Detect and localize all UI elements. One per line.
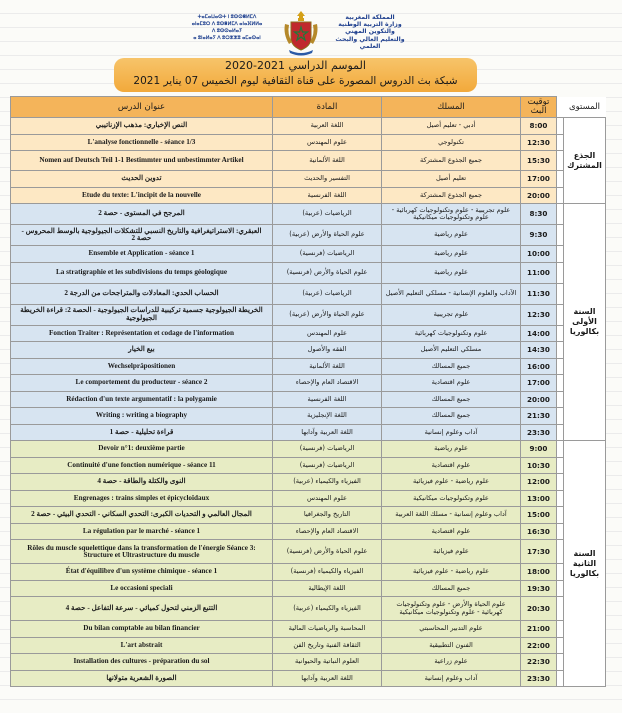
table-row xyxy=(11,246,606,263)
row-spacer xyxy=(557,408,564,425)
broadcast-time: 15:30 xyxy=(521,151,557,171)
table-row xyxy=(11,118,606,135)
subject-name: علوم الحياة والأرض (فرنسية) xyxy=(273,540,382,564)
table-row xyxy=(11,262,606,283)
table-row xyxy=(11,597,606,621)
track-name: علوم فيزيائية xyxy=(382,540,521,564)
table-row xyxy=(11,441,606,458)
subject-name: التفسير والحديث xyxy=(273,171,382,188)
lesson-title: Etude du texte: L'incipit de la nouvelle xyxy=(11,187,273,204)
lesson-title: Le occasioni speciali xyxy=(11,580,273,597)
broadcast-time: 15:00 xyxy=(521,507,557,524)
lesson-title: التتبع الزمني لتحول كميائي - سرعة التفاعل - حصة 4 xyxy=(11,597,273,621)
broadcast-time: 22:30 xyxy=(521,654,557,671)
broadcast-time: 12:30 xyxy=(521,134,557,151)
subject-name: اللغة العربية وآدابها xyxy=(273,670,382,687)
table-row xyxy=(11,637,606,654)
track-name: جميع الجذوع المشتركة xyxy=(382,187,521,204)
track-name: علوم وتكنولوجيات كهربائية xyxy=(382,325,521,342)
kingdom-emblem-icon xyxy=(279,8,323,58)
table-row xyxy=(11,507,606,524)
track-name: علوم رياضية xyxy=(382,246,521,263)
track-name: علوم الحياة والأرض - علوم وتكنولوجيات كهربائية - علوم وتكنولوجيات ميكانيكية xyxy=(382,597,521,621)
track-name: علوم اقتصادية xyxy=(382,375,521,392)
subject-name: علوم المهندس xyxy=(273,134,382,151)
table-row xyxy=(11,204,606,225)
track-name: علوم رياضية - علوم فيزيائية xyxy=(382,564,521,581)
broadcast-time: 11:00 xyxy=(521,262,557,283)
row-spacer xyxy=(557,225,564,246)
track-name: علوم رياضية xyxy=(382,225,521,246)
subject-name: علوم الحياة والأرض (فرنسية) xyxy=(273,262,382,283)
track-name: علوم التدبير المحاسبتي xyxy=(382,621,521,638)
row-spacer xyxy=(557,283,564,304)
track-name: آداب وعلوم إنسانية - مسلك اللغة العربية xyxy=(382,507,521,524)
row-spacer xyxy=(557,358,564,375)
table-row xyxy=(11,304,606,325)
row-spacer xyxy=(557,304,564,325)
row-spacer xyxy=(557,262,564,283)
track-name: علوم رياضية xyxy=(382,441,521,458)
broadcast-time: 10:30 xyxy=(521,457,557,474)
lesson-title: بيع الخيار xyxy=(11,342,273,359)
row-spacer xyxy=(557,507,564,524)
table-row xyxy=(11,474,606,491)
lesson-title: La régulation par le marché - séance 1 xyxy=(11,523,273,540)
broadcast-time: 17:30 xyxy=(521,540,557,564)
track-name: علوم تجريبية - علوم وتكنولوجيات كهربائية - علوم وتكنولوجيات ميكانيكية xyxy=(382,204,521,225)
track-name: علوم اقتصادية xyxy=(382,523,521,540)
subject-name: المحاسبة والرياضيات المالية xyxy=(273,621,382,638)
track-name: علوم تجريبية xyxy=(382,304,521,325)
track-name: علوم رياضية - علوم فيزيائية xyxy=(382,474,521,491)
track-name: جميع المسالك xyxy=(382,358,521,375)
row-spacer xyxy=(557,457,564,474)
broadcast-time: 14:00 xyxy=(521,325,557,342)
table-row xyxy=(11,171,606,188)
subject-name: علوم الحياة والأرض (عربية) xyxy=(273,225,382,246)
lesson-title: L'art abstrait xyxy=(11,637,273,654)
table-row xyxy=(11,187,606,204)
level-common-core: الجذع المشترك xyxy=(564,118,606,204)
lesson-title: العبقري: الاستراتيغرافية والتاريخ النسبي للتشكلات الجيولوجية بالوسط المحروس - حصة 2 xyxy=(11,225,273,246)
subject-name: اللغة العربية وآدابها xyxy=(273,424,382,441)
broadcast-time: 20:00 xyxy=(521,391,557,408)
track-name: علوم رياضية xyxy=(382,262,521,283)
lesson-title: La stratigraphie et les subdivisions du temps géologique xyxy=(11,262,273,283)
broadcast-schedule-subtitle: شبكة بث الدروس المصورة على قناة الثقافية ليوم الخميس 07 يناير 2021 xyxy=(133,75,458,87)
table-row xyxy=(11,375,606,392)
row-spacer xyxy=(557,171,564,188)
lesson-title: Continuité d'une fonction numérique - séance 11 xyxy=(11,457,273,474)
lesson-title: تدوين الحديث xyxy=(11,171,273,188)
row-spacer xyxy=(557,325,564,342)
broadcast-time: 19:30 xyxy=(521,580,557,597)
subject-name: الفيزياء والكيمياء (عربية) xyxy=(273,474,382,491)
subject-name: الرياضيات (فرنسية) xyxy=(273,441,382,458)
row-spacer xyxy=(557,342,564,359)
track-name: جميع المسالك xyxy=(382,408,521,425)
table-row xyxy=(11,670,606,687)
lesson-title: État d'équilibre d'un système chimique - séance 1 xyxy=(11,564,273,581)
level-first-year-bac: السنة الأولى بكالوريا xyxy=(564,204,606,441)
broadcast-schedule-table xyxy=(10,96,606,687)
table-row xyxy=(11,134,606,151)
track-name: آداب وعلوم إنسانية xyxy=(382,424,521,441)
row-spacer xyxy=(557,580,564,597)
table-row xyxy=(11,580,606,597)
document-header xyxy=(0,0,596,58)
track-name: الفنون التطبيقية xyxy=(382,637,521,654)
column-spacer xyxy=(557,97,564,118)
broadcast-time: 8:00 xyxy=(521,118,557,135)
ministry-name-arabic: المملكة المغربية وزارة التربية الوطنية والتكوين المهني والتعليم العالي والبحث العلمي xyxy=(335,14,405,50)
track-name: جميع المسالك xyxy=(382,391,521,408)
subject-name: الفيزياء والكيمياء (عربية) xyxy=(273,597,382,621)
lesson-title: Rôles du muscle squelettique dans la transformation de l'énergie Séance 3: Structure et Ultrastructure du muscle xyxy=(11,540,273,564)
column-header-level: المستوى xyxy=(564,97,606,118)
table-row xyxy=(11,457,606,474)
row-spacer xyxy=(557,204,564,225)
row-spacer xyxy=(557,187,564,204)
table-row xyxy=(11,358,606,375)
track-name: تعليم أصيل xyxy=(382,171,521,188)
subject-name: علوم المهندس xyxy=(273,490,382,507)
broadcast-time: 17:00 xyxy=(521,171,557,188)
table-row xyxy=(11,654,606,671)
subject-name: الاقتصاد العام والإحصاء xyxy=(273,375,382,392)
row-spacer xyxy=(557,118,564,135)
row-spacer xyxy=(557,151,564,171)
broadcast-time: 12:30 xyxy=(521,304,557,325)
lesson-title: Engrenages : trains simples et épicycloïdaux xyxy=(11,490,273,507)
broadcast-time: 16:30 xyxy=(521,523,557,540)
table-header-row xyxy=(11,97,606,118)
broadcast-time: 8:30 xyxy=(521,204,557,225)
subject-name: اللغة الإيطالية xyxy=(273,580,382,597)
row-spacer xyxy=(557,490,564,507)
lesson-title: الخريطة الجيولوجية جسمية تركيبية للدراسات الجيولوجية - الحصة 2: قراءة الخريطة الجيولوجية xyxy=(11,304,273,325)
column-header-time: توقيت البث xyxy=(521,97,557,118)
track-name: علوم اقتصادية xyxy=(382,457,521,474)
subject-name: الثقافة الفنية وتاريخ الفن xyxy=(273,637,382,654)
column-header-subject: المادة xyxy=(273,97,382,118)
lesson-title: النص الإخباري: مذهب الإزناتيبي xyxy=(11,118,273,135)
table-row xyxy=(11,621,606,638)
subject-name: الرياضيات (عربية) xyxy=(273,283,382,304)
lesson-title: Du bilan comptable au bilan financier xyxy=(11,621,273,638)
lesson-title: L'analyse fonctionnelle - séance 1/3 xyxy=(11,134,273,151)
table-row xyxy=(11,424,606,441)
broadcast-time: 18:00 xyxy=(521,564,557,581)
lesson-title: المرجح في المستوى - حصة 2 xyxy=(11,204,273,225)
subject-name: التاريخ والجغرافيا xyxy=(273,507,382,524)
track-name: الآداب والعلوم الإنسانية - مسلكي التعليم الأصيل xyxy=(382,283,521,304)
row-spacer xyxy=(557,474,564,491)
broadcast-time: 23:30 xyxy=(521,670,557,687)
lesson-title: قراءة تحليلية - حصة 1 xyxy=(11,424,273,441)
subject-name: الفيزياء والكيمياء (فرنسية) xyxy=(273,564,382,581)
subject-name: اللغة الألمانية xyxy=(273,151,382,171)
row-spacer xyxy=(557,637,564,654)
row-spacer xyxy=(557,540,564,564)
subject-name: علوم المهندس xyxy=(273,325,382,342)
subject-name: علوم الحياة والأرض (عربية) xyxy=(273,304,382,325)
table-row xyxy=(11,564,606,581)
track-name: أدبي - تعليم أصيل xyxy=(382,118,521,135)
lesson-title: الحساب الحدي: المعادلات والمتراجحات من الدرجة 2 xyxy=(11,283,273,304)
lesson-title: الصورة الشعرية متولانها xyxy=(11,670,273,687)
broadcast-time: 21:30 xyxy=(521,408,557,425)
column-header-track: المسلك xyxy=(382,97,521,118)
broadcast-time: 20:00 xyxy=(521,187,557,204)
broadcast-time: 9:00 xyxy=(521,441,557,458)
row-spacer xyxy=(557,391,564,408)
row-spacer xyxy=(557,441,564,458)
lesson-title: Fonction Traiter : Représentation et codage de l'information xyxy=(11,325,273,342)
subject-name: العلوم النباتية والحيوانية xyxy=(273,654,382,671)
subject-name: اللغة الألمانية xyxy=(273,358,382,375)
table-row xyxy=(11,283,606,304)
row-spacer xyxy=(557,564,564,581)
broadcast-time: 13:00 xyxy=(521,490,557,507)
row-spacer xyxy=(557,597,564,621)
lesson-title: Devoir n°1: deuxième partie xyxy=(11,441,273,458)
track-name: جميع المسالك xyxy=(382,580,521,597)
track-name: علوم زراعية xyxy=(382,654,521,671)
lesson-title: Writing : writing a biography xyxy=(11,408,273,425)
broadcast-time: 10:00 xyxy=(521,246,557,263)
broadcast-time: 23:30 xyxy=(521,424,557,441)
track-name: جميع الجذوع المشتركة xyxy=(382,151,521,171)
broadcast-time: 22:00 xyxy=(521,637,557,654)
subject-name: الرياضيات (فرنسية) xyxy=(273,457,382,474)
row-spacer xyxy=(557,654,564,671)
lesson-title: Wechselpräpositionen xyxy=(11,358,273,375)
ministry-name-amazigh: ⵜⴰⵎⴰⵡⴰⵙⵜ ⵏ ⵓⵙⵙⴻⵍⵎⴷ ⴰⵏⴰⵎⵓⵔ ⴷ ⵓⵙⴻⵍⵎⴷ ⴰⵏⴰⴼⵍⵍⴰ ⴷ ⵓⵙⵙⴰⵍⴰⵢ ⴰ ⵓⵏⴰⵍⴰⵢ ⴷ ⵓⵔⵣⵣⵓ ⴰⵎⴰⵙⴰⵏ xyxy=(191,14,263,41)
table-row xyxy=(11,225,606,246)
row-spacer xyxy=(557,424,564,441)
table-row xyxy=(11,391,606,408)
broadcast-time: 16:00 xyxy=(521,358,557,375)
row-spacer xyxy=(557,621,564,638)
table-row xyxy=(11,408,606,425)
subject-name: الرياضيات (عربية) xyxy=(273,204,382,225)
row-spacer xyxy=(557,246,564,263)
table-row xyxy=(11,540,606,564)
broadcast-time: 9:30 xyxy=(521,225,557,246)
table-row xyxy=(11,523,606,540)
subject-name: اللغة الفرنسية xyxy=(273,391,382,408)
lesson-title: Ensemble et Application - séance 1 xyxy=(11,246,273,263)
row-spacer xyxy=(557,375,564,392)
broadcast-time: 20:30 xyxy=(521,597,557,621)
track-name: تكنولوجي xyxy=(382,134,521,151)
track-name: علوم وتكنولوجيات ميكانيكية xyxy=(382,490,521,507)
subject-name: الاقتصاد العام والإحصاء xyxy=(273,523,382,540)
subject-name: اللغة الفرنسية xyxy=(273,187,382,204)
subject-name: اللغة العربية xyxy=(273,118,382,135)
table-row xyxy=(11,490,606,507)
table-row xyxy=(11,342,606,359)
row-spacer xyxy=(557,670,564,687)
broadcast-time: 17:00 xyxy=(521,375,557,392)
lesson-title: Le comportement du producteur - séance 2 xyxy=(11,375,273,392)
lesson-title: المجال العالمي و التحديات الكبرى: التحدي السكاني - التحدي البيئي - حصة 2 xyxy=(11,507,273,524)
lesson-title: Installation des cultures - préparation du sol xyxy=(11,654,273,671)
level-second-year-bac: السنة الثانية بكالوريا xyxy=(564,441,606,687)
row-spacer xyxy=(557,523,564,540)
row-spacer xyxy=(557,134,564,151)
table-row xyxy=(11,151,606,171)
column-header-lesson: عنوان الدرس xyxy=(11,97,273,118)
broadcast-time: 12:00 xyxy=(521,474,557,491)
lesson-title: Rédaction d'un texte argumentatif : la polygamie xyxy=(11,391,273,408)
lesson-title: النوى والكتلة والطاقة - حصة 4 xyxy=(11,474,273,491)
school-year-title: الموسم الدراسي 2021-2020 xyxy=(225,59,366,72)
lesson-title: Nomen auf Deutsch Teil 1-1 Bestimmter und unbestimmter Artikel xyxy=(11,151,273,171)
title-banner xyxy=(114,58,477,92)
table-row xyxy=(11,325,606,342)
broadcast-time: 21:00 xyxy=(521,621,557,638)
broadcast-time: 11:30 xyxy=(521,283,557,304)
broadcast-time: 14:30 xyxy=(521,342,557,359)
track-name: آداب وعلوم إنسانية xyxy=(382,670,521,687)
track-name: مسلكي التعليم الأصيل xyxy=(382,342,521,359)
subject-name: اللغة الإنجليزية xyxy=(273,408,382,425)
subject-name: الفقه والأصول xyxy=(273,342,382,359)
subject-name: الرياضيات (فرنسية) xyxy=(273,246,382,263)
